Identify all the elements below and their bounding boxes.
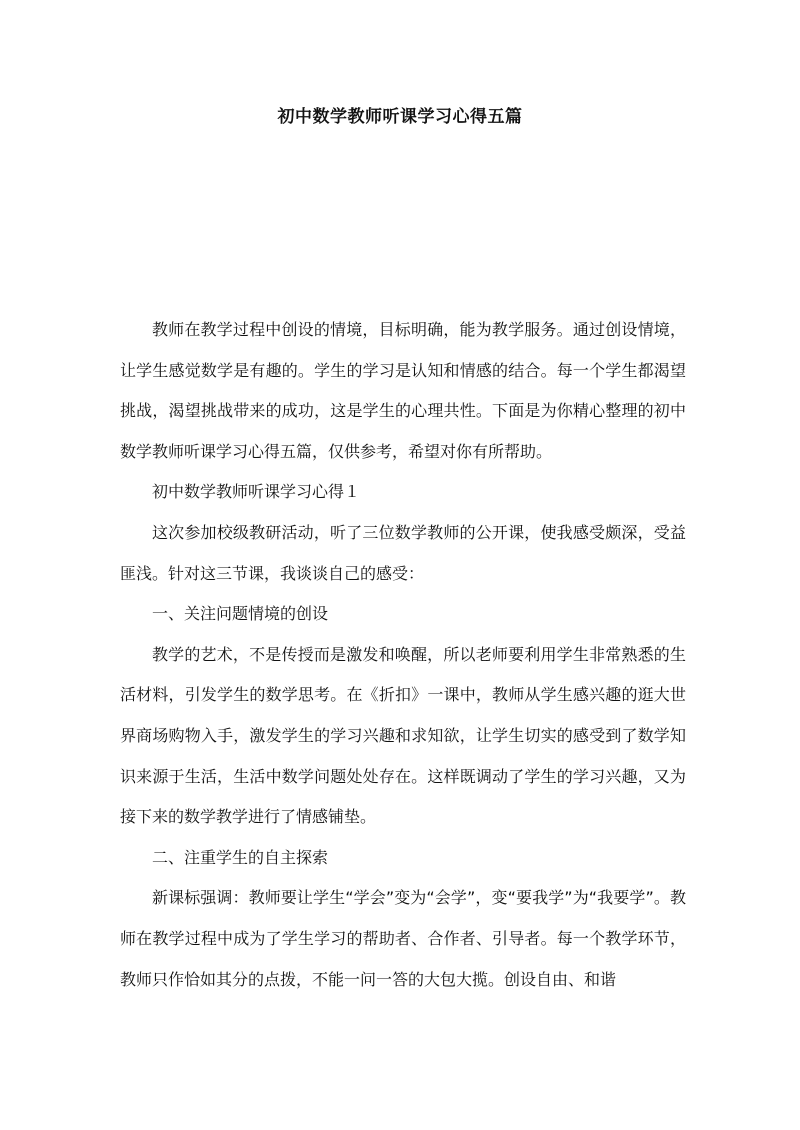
section-heading: 初中数学教师听课学习心得１ (152, 482, 361, 502)
document-body (120, 310, 686, 1000)
intro-paragraph: 教师在教学过程中创设的情境，目标明确，能为教学服务。通过创设情境，让学生感觉数学是有趣的。学生的学习是认知和情感的结合。每一个学生都渴望挑战，渴望挑战带来的成功，这是学生的心理共性。下面是为你精心整理的初中数学教师听课学习心得五篇，仅供参考，希望对你有所帮助。 (120, 320, 686, 461)
subsection-heading: 二、注重学生的自主探索 (152, 847, 329, 867)
subsection-heading: 一、关注问题情境的创设 (152, 604, 329, 624)
body-paragraph: 教学的艺术，不是传授而是激发和唤醒，所以老师要利用学生非常熟悉的生活材料，引发学生的数学思考。在《折扣》一课中，教师从学生感兴趣的逛大世界商场购物入手，激发学生的学习兴趣和求知欲，让学生切实的感受到了数学知识来源于生活，生活中数学问题处处存在。这样既调动了学生的学习兴趣，又为接下来的数学教学进行了情感铺垫。 (120, 644, 686, 827)
body-paragraph: 这次参加校级教研活动，听了三位数学教师的公开课，使我感受颇深，受益匪浅。针对这三节课，我谈谈自己的感受： (120, 522, 686, 583)
document-title: 初中数学教师听课学习心得五篇 (277, 107, 523, 127)
body-paragraph: 新课标强调：教师要让学生“学会”变为“会学”，变“要我学”为“我要学”。教师在教学过程中成为了学生学习的帮助者、合作者、引导者。每一个教学环节，教师只作恰如其分的点拨，不能一问一答的大包大揽。创设自由、和谐 (120, 888, 686, 989)
